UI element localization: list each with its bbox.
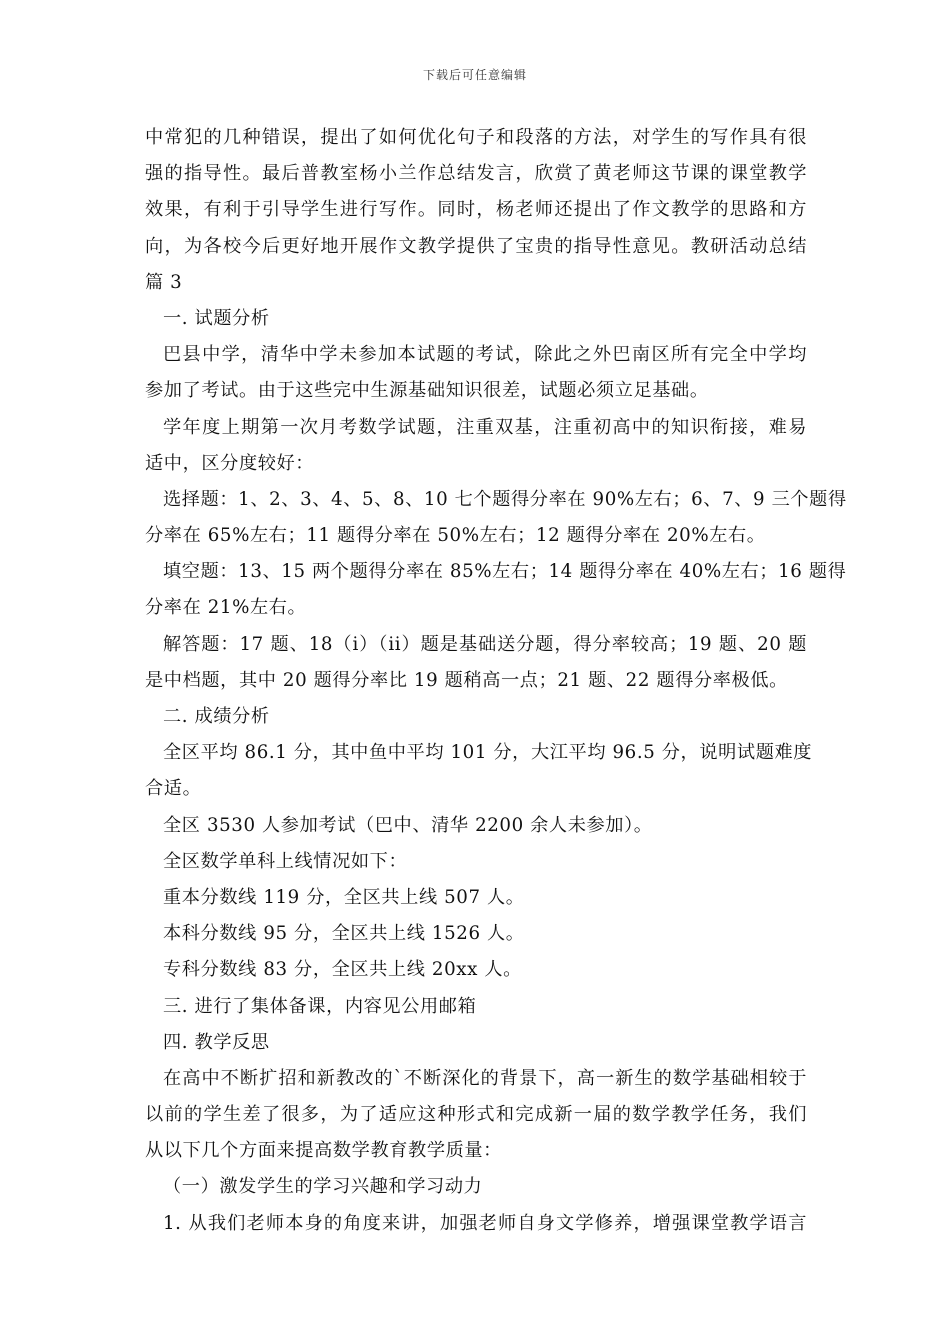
text-line: 是中档题，其中 20 题得分率比 19 题稍高一点；21 题、22 题得分率极低。 <box>145 669 788 691</box>
text-line: 选择题：1、2、3、4、5、8、10 七个题得分率在 90%左右；6、7、9 三个题得 <box>163 488 847 510</box>
text-line: 篇 3 <box>145 271 183 293</box>
text-line: 从以下几个方面来提高数学教育教学质量： <box>145 1140 502 1162</box>
text-line: 分率在 21%左右。 <box>145 597 307 619</box>
page-header: 下载后可任意编辑 <box>422 68 527 82</box>
text-line: 二. 成绩分析 <box>163 706 270 727</box>
text-line: 参加了考试。由于这些完中生源基础知识很差，试题必须立足基础。 <box>145 380 709 402</box>
text-line: 效果，有利于引导学生进行写作。同时，杨老师还提出了作文教学的思路和方 <box>145 199 807 221</box>
text-line: 中常犯的几种错误，提出了如何优化句子和段落的方法，对学生的写作具有很 <box>145 127 807 148</box>
text-line: 全区数学单科上线情况如下： <box>163 850 408 872</box>
text-line: 以前的学生差了很多，为了适应这种形式和完成新一届的数学教学任务，我们 <box>145 1104 807 1126</box>
text-line: 三. 进行了集体备课，内容见公用邮箱 <box>163 995 477 1017</box>
text-line: 1. 从我们老师本身的角度来讲，加强老师自身文学修养，增强课堂教学语言 <box>163 1212 807 1234</box>
text-line: 巴县中学，清华中学未参加本试题的考试，除此之外巴南区所有完全中学均 <box>163 344 807 366</box>
text-line: 学年度上期第一次月考数学试题，注重双基，注重初高中的知识衔接，难易 <box>163 416 807 438</box>
text-line: 强的指导性。最后普教室杨小兰作总结发言，欣赏了黄老师这节课的课堂教学 <box>145 163 807 185</box>
text-line: 一. 试题分析 <box>163 307 270 329</box>
text-line: 合适。 <box>145 778 202 800</box>
text-line: 向，为各校今后更好地开展作文教学提供了宝贵的指导性意见。教研活动总结 <box>145 235 807 257</box>
text-line: 适中，区分度较好： <box>145 452 315 474</box>
text-line: 专科分数线 83 分，全区共上线 20xx 人。 <box>163 959 522 981</box>
text-line: 在高中不断扩招和新教改的`不断深化的背景下，高一新生的数学基础相较于 <box>163 1067 807 1089</box>
text-line: 四. 教学反思 <box>163 1031 270 1053</box>
text-line: 分率在 65%左右；11 题得分率在 50%左右；12 题得分率在 20%左右。 <box>145 525 766 547</box>
text-line: 解答题：17 题、18（i）（ii）题是基础送分题，得分率较高；19 题、20 题 <box>163 633 807 655</box>
text-line: 全区 3530 人参加考试（巴中、清华 2200 余人未参加）。 <box>163 814 653 836</box>
text-line: 本科分数线 95 分，全区共上线 1526 人。 <box>163 923 525 945</box>
document-body <box>145 120 847 1242</box>
text-line: （一）激发学生的学习兴趣和学习动力 <box>163 1176 483 1198</box>
text-line: 全区平均 86.1 分，其中鱼中平均 101 分，大江平均 96.5 分，说明试题难度 <box>163 742 813 764</box>
text-line: 填空题：13、15 两个题得分率在 85%左右；14 题得分率在 40%左右；16 题得 <box>163 561 847 583</box>
text-line: 重本分数线 119 分，全区共上线 507 人。 <box>163 886 525 908</box>
